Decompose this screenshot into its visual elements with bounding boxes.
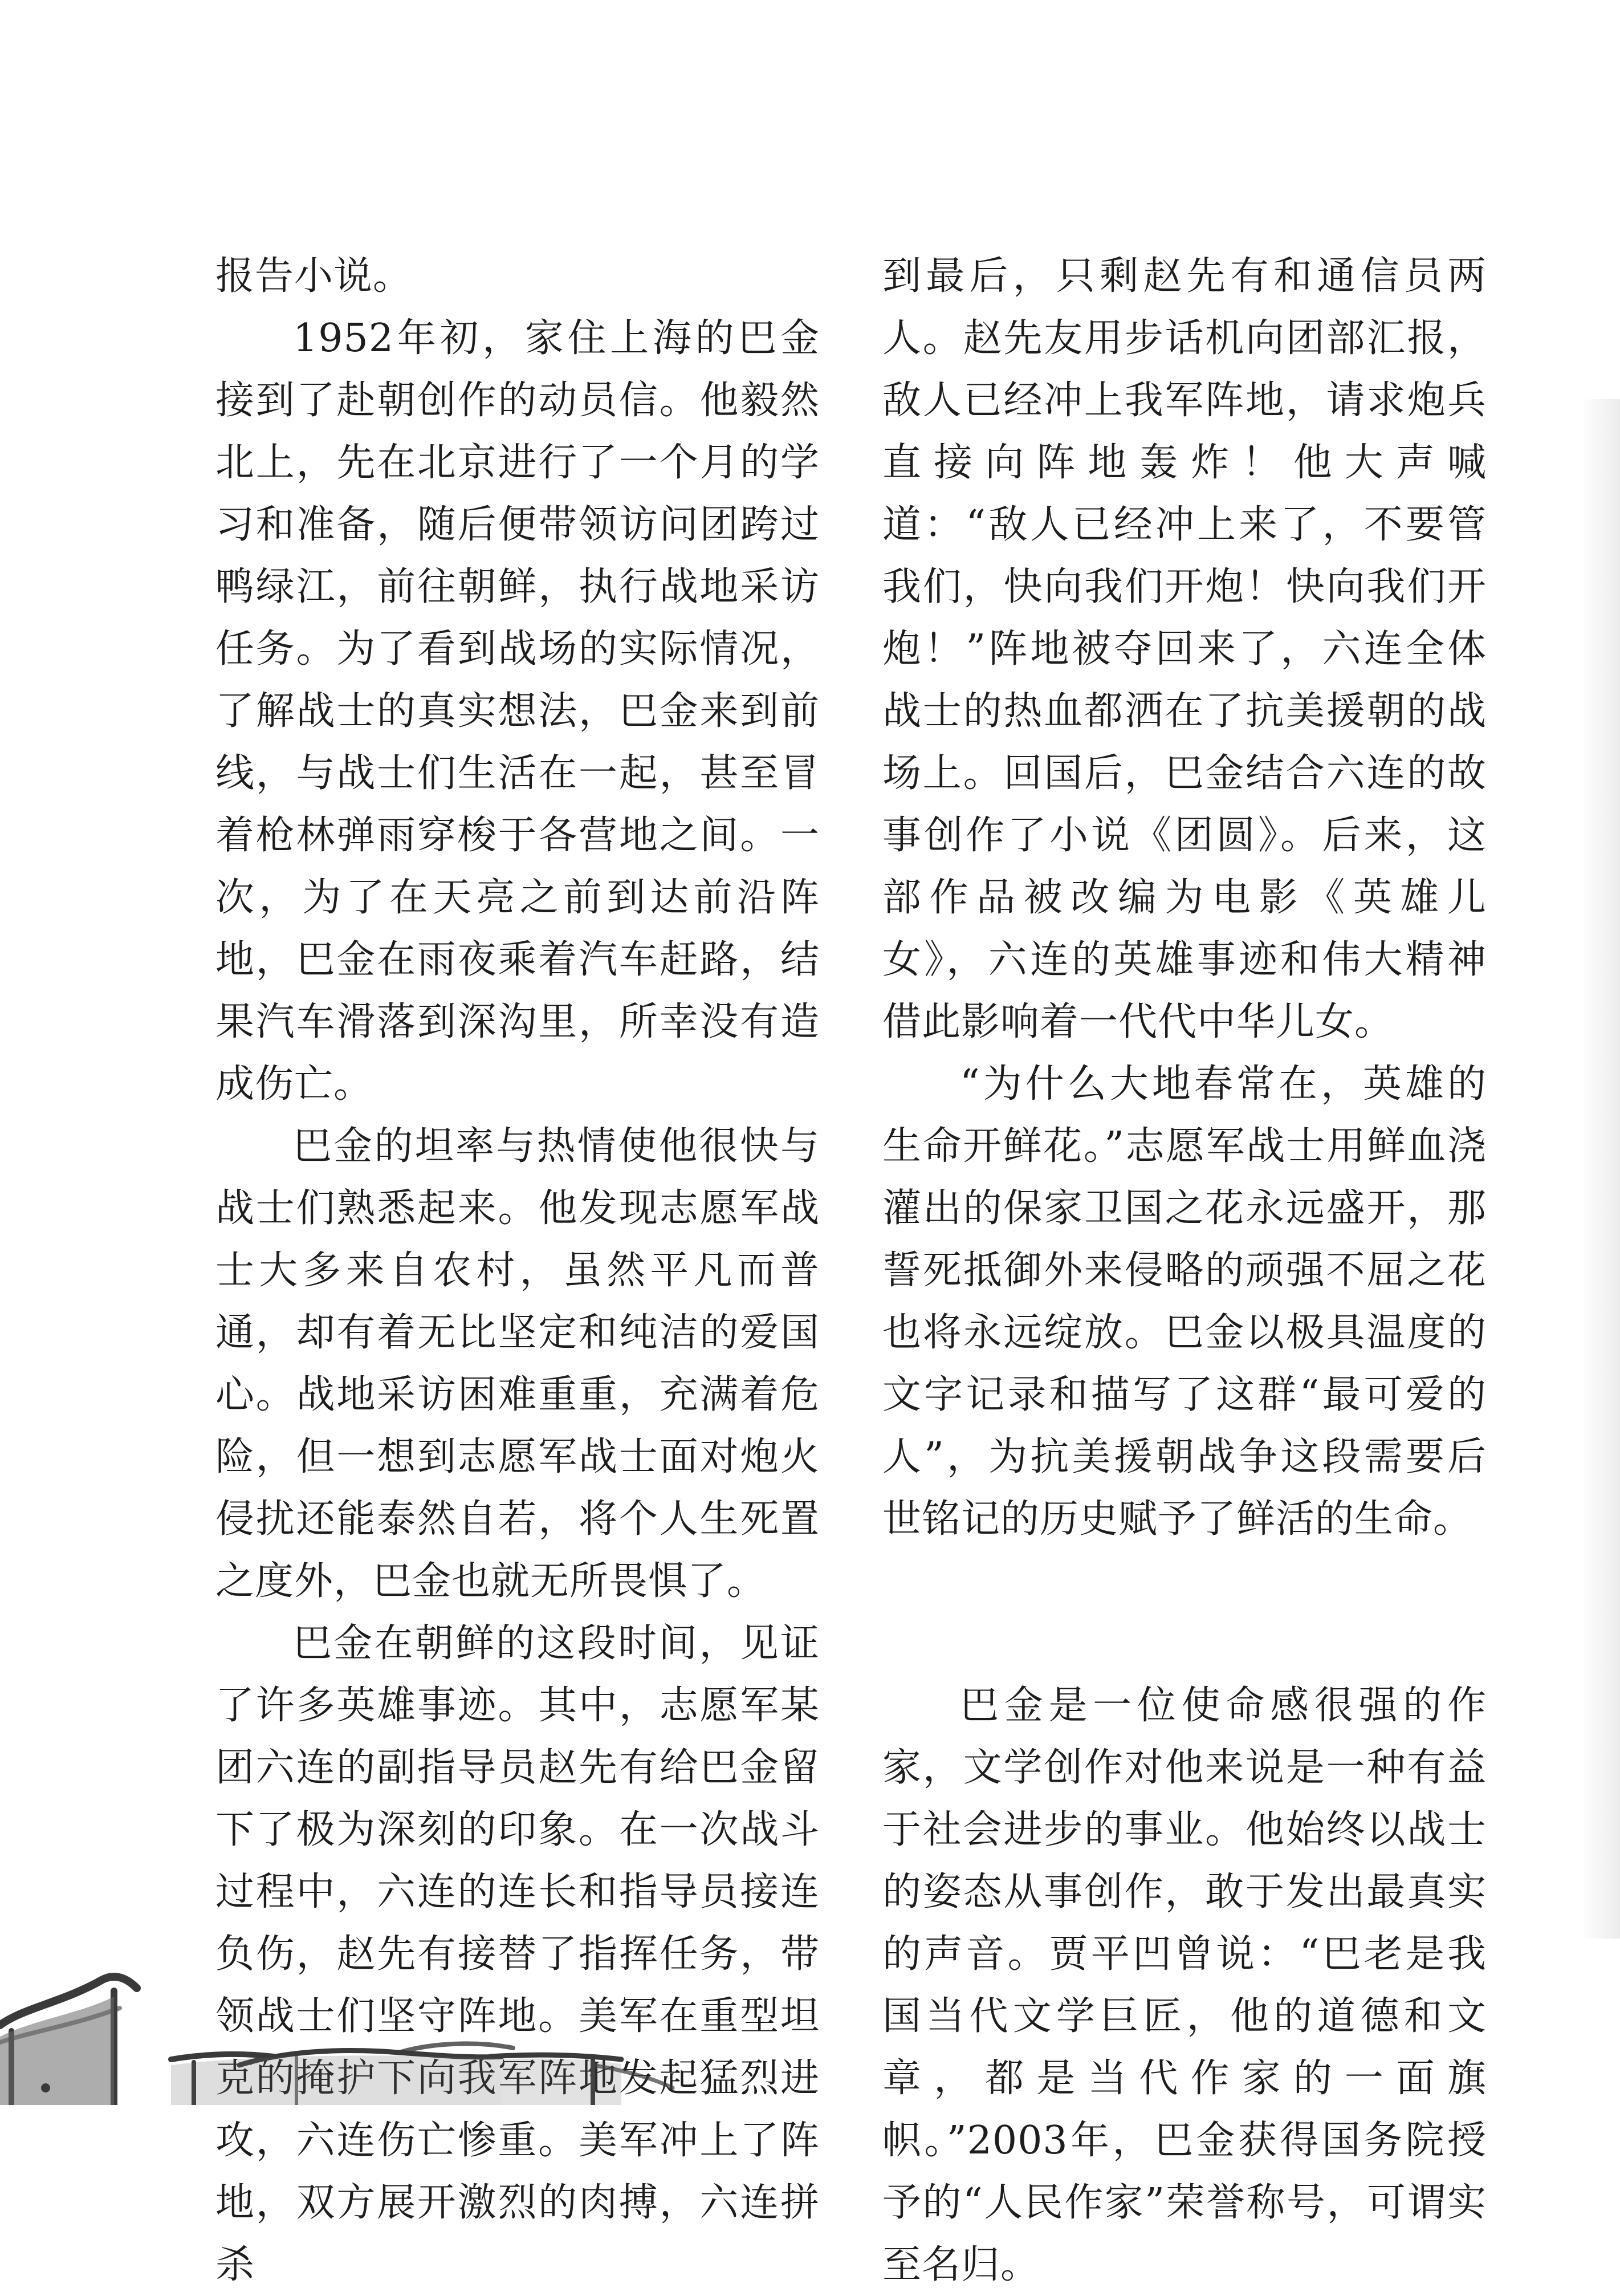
ink-wash-edge [1580,399,1620,1939]
paragraph: 到最后，只剩赵先有和通信员两人。赵先友用步话机向团部汇报，敌人已经冲上我军阵地，请求炮兵直接向阵地轰炸！他大声喊道：“敌人已经冲上来了，不要管我们，快向我们开炮！快向我们开炮！”阵地被夺回来了，六连全体战士的热血都洒在了抗美援朝的战场上。回国后，巴金结合六连的故事创作了小说《团圆》。后来，这部作品被改编为电影《英雄儿女》，六连的英雄事迹和伟大精神借此影响着一代代中华儿女。 [882,254,1487,1045]
paragraph: 巴金的坦率与热情使他很快与战士们熟悉起来。他发现志愿军战士大多来自农村，虽然平凡而普通，却有着无比坚定和纯洁的爱国心。战地采访困难重重，充满着危险，但一想到志愿军战士面对炮火侵扰还能泰然自若，将个人生死置之度外，巴金也就无所畏惧了。 [215,1124,820,1604]
right-text-column [882,245,1487,2296]
paragraph: 巴金在朝鲜的这段时间，见证了许多英雄事迹。其中，志愿军某团六连的副指导员赵先有给巴金留下了极为深刻的印象。在一次战斗过程中，六连的连长和指导员接连负伤，赵先有接替了指挥任务，带领战士们坚守阵地。美军在重型坦克的掩护下向我军阵地发起猛烈进攻，六连伤亡惨重。美军冲上了阵地，双方展开激烈的肉搏，六连拼杀 [215,1621,820,2287]
paragraph: 1952年初，家住上海的巴金接到了赴朝创作的动员信。他毅然北上，先在北京进行了一个月的学习和准备，随后便带领访问团跨过鸭绿江，前往朝鲜，执行战地采访任务。为了看到战场的实际情况，了解战士的真实想法，巴金来到前线，与战士们生活在一起，甚至冒着枪林弹雨穿梭于各营地之间。一次，为了在天亮之前到达前沿阵地，巴金在雨夜乘着汽车赶路，结果汽车滑落到深沟里，所幸没有造成伤亡。 [215,316,820,1107]
paragraph: 巴金是一位使命感很强的作家，文学创作对他来说是一种有益于社会进步的事业。他始终以战士的姿态从事创作，敢于发出最真实的声音。贾平凹曾说：“巴老是我国当代文学巨匠，他的道德和文章，都是当代作家的一面旗帜。”2003年，巴金获得国务院授予的“人民作家”荣誉称号，可谓实至名归。 [882,1683,1487,2287]
ink-wash-rooftops-illustration [0,1957,741,2105]
section-gap [882,1550,1487,1675]
paragraph: “为什么大地春常在，英雄的生命开鲜花。”志愿军战士用鲜血浇灌出的保家卫国之花永远盛开，那誓死抵御外来侵略的顽强不屈之花也将永远绽放。巴金以极具温度的文字记录和描写了这群“最可爱的人”，为抗美援朝战争这段需要后世铭记的历史赋予了鲜活的生命。 [882,1062,1487,1542]
paragraph: 报告小说。 [215,254,413,299]
